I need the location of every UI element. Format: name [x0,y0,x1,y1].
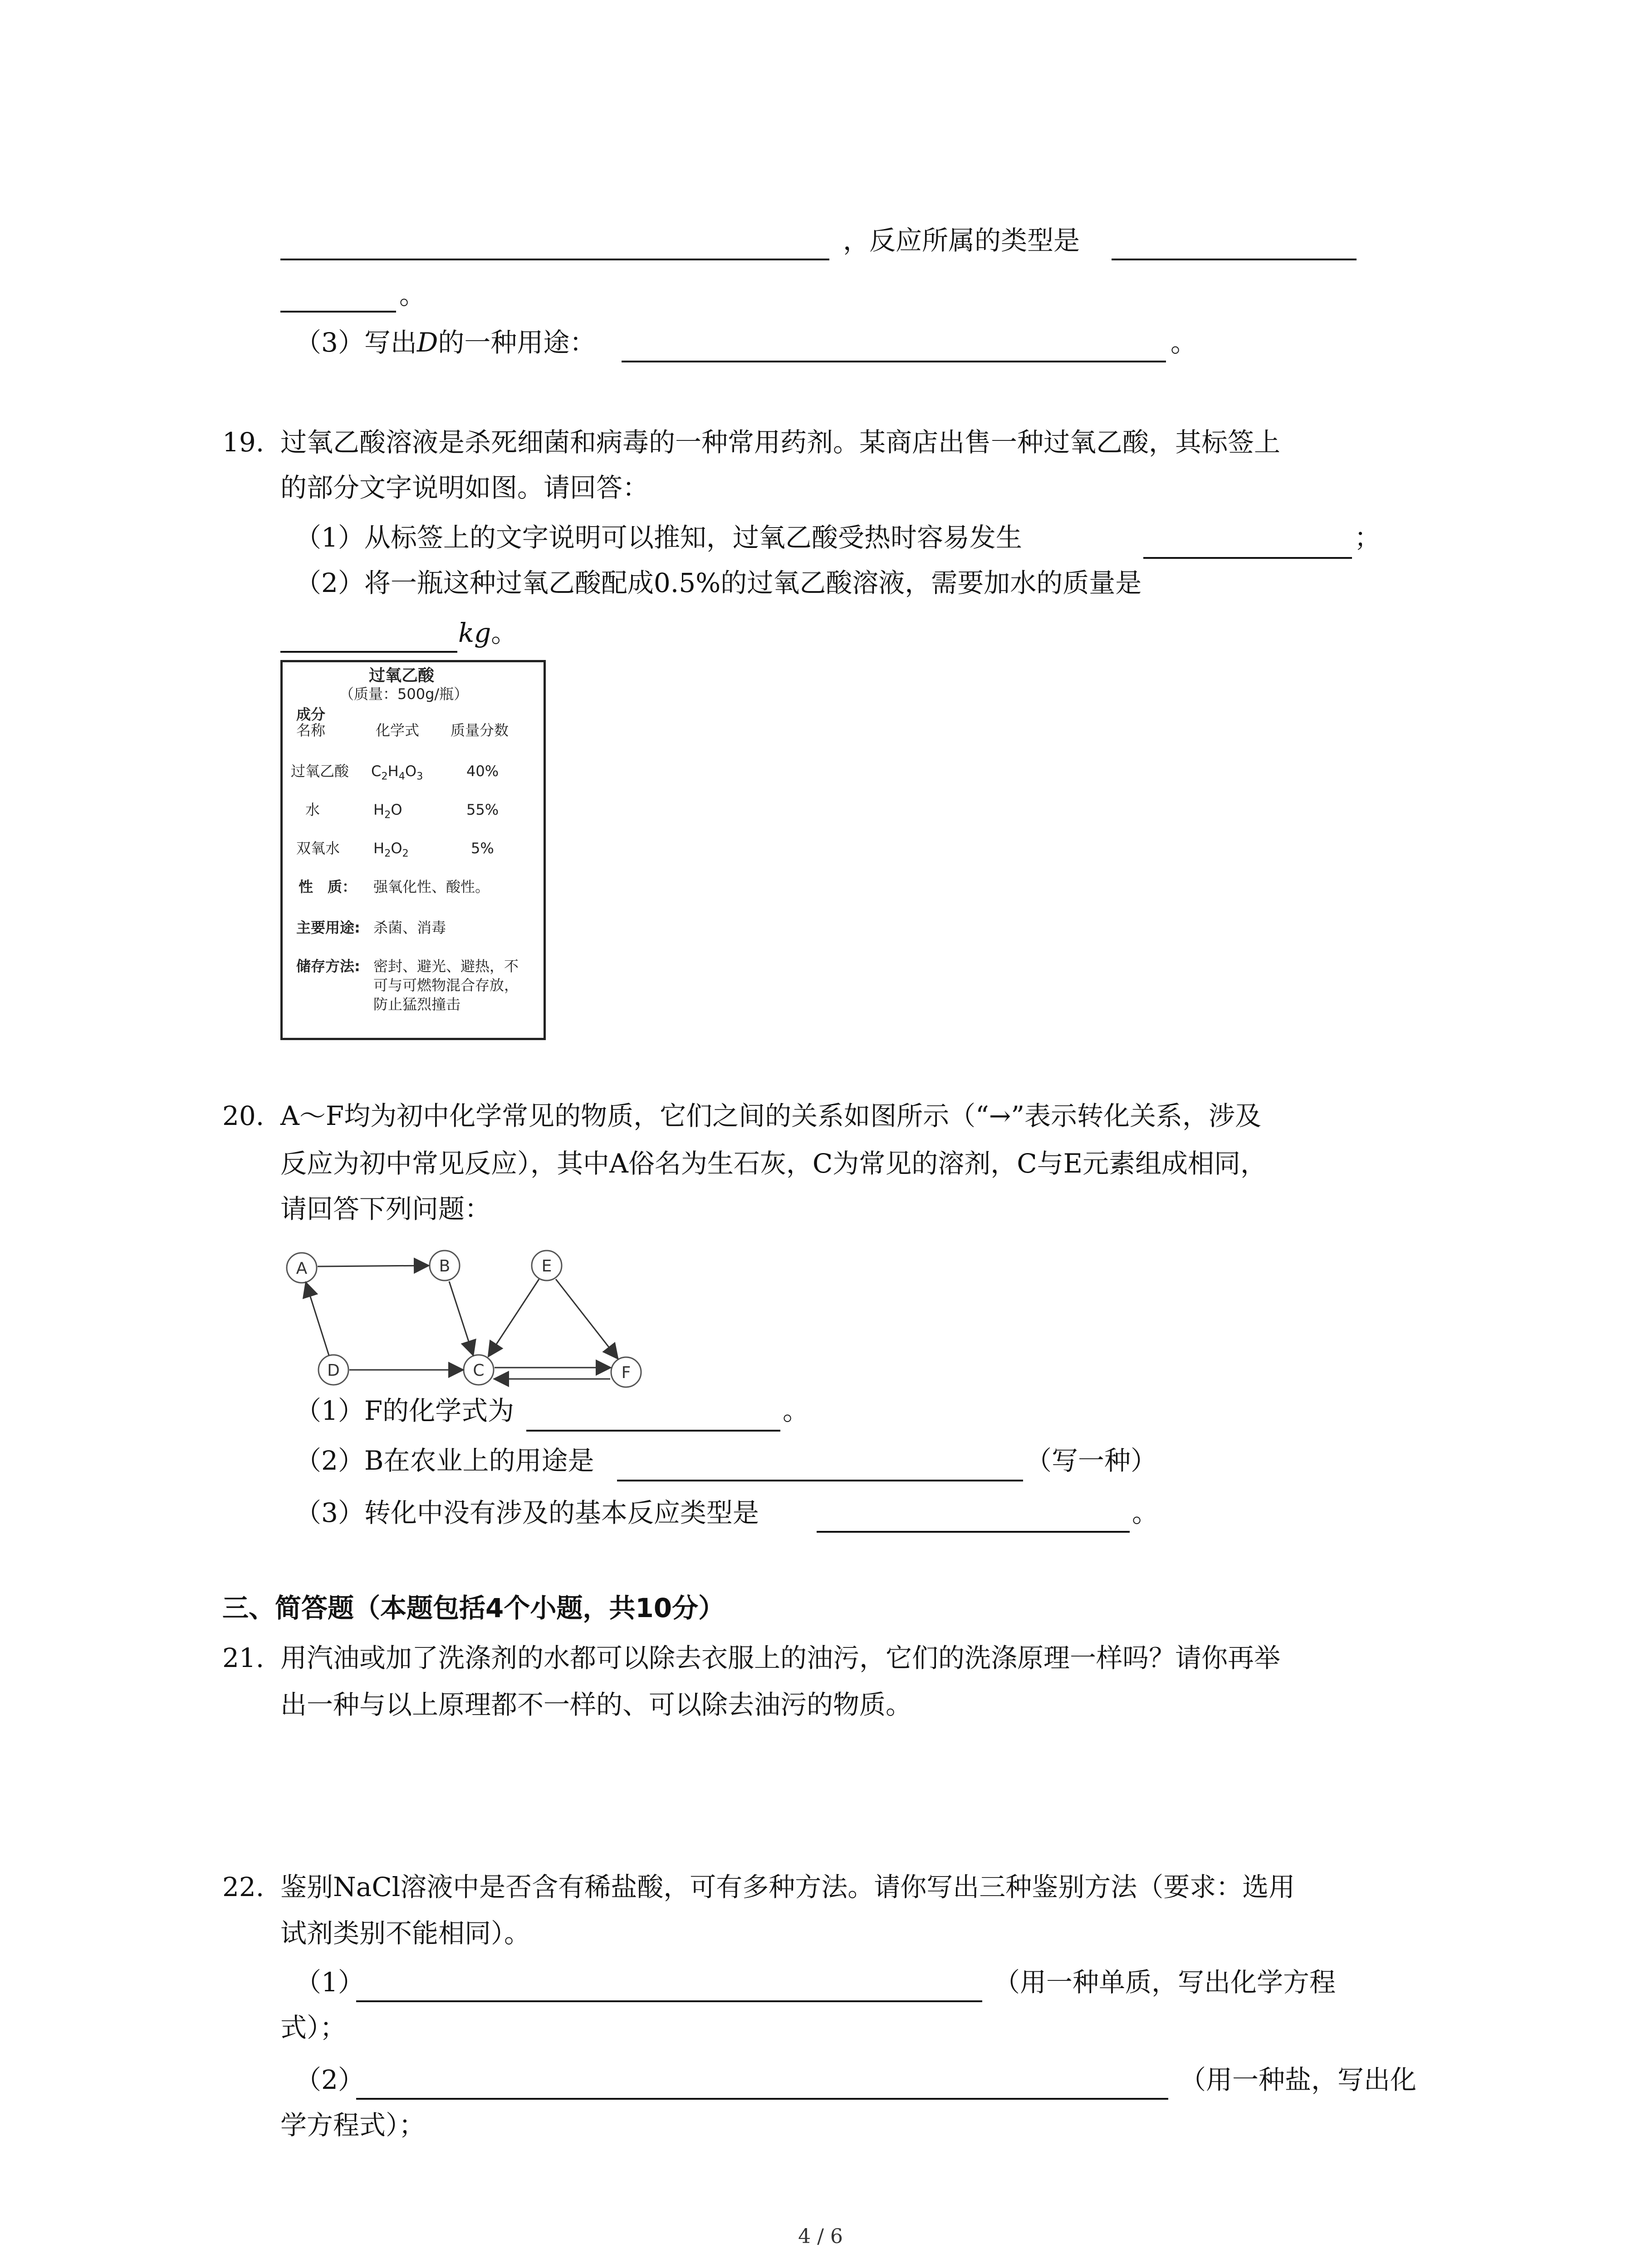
question-stem: 过氧乙酸溶液是杀死细菌和病毒的一种常用药剂。某商店出售一种过氧乙酸，其标签上 [280,427,1281,458]
label-header-fraction: 质量分数 [451,722,509,739]
label-row-name: 水 [305,801,320,818]
question-number: 21. [222,1642,265,1673]
question-part: （3）转化中没有涉及的基本反应类型是 [295,1497,759,1528]
unit-text [458,615,517,651]
question-part: （2） [295,2064,364,2095]
question-number: 19. [222,427,265,458]
question-part-end: （用一种单质，写出化学方程 [994,1967,1336,1998]
arrow-e-c [489,1279,539,1355]
question-stem: 试剂类别不能相同）。 [280,1918,531,1949]
q18-part3-text: 的一种用途： [438,327,596,358]
answer-blank[interactable] [1143,557,1352,559]
answer-blank[interactable] [356,2000,982,2002]
question-part: （1） [295,1967,364,1998]
label-property-label: 性 质： [299,878,357,895]
label-row-formula: $H_2O$ [373,801,402,821]
node-label: A [296,1259,308,1278]
label-row-formula: $H_2O_2$ [373,840,409,860]
question-stem: 出一种与以上原理都不一样的、可以除去油污的物质。 [280,1689,912,1720]
answer-blank[interactable] [356,2098,1168,2100]
question-part-end: 。 [783,1395,809,1426]
question-part: （2）B在农业上的用途是 [295,1445,594,1476]
label-row-percent: 5% [471,840,494,857]
label-row-formula: $C_2H_4O_3$ [371,763,423,782]
question-stem: 用汽油或加了洗涤剂的水都可以除去衣服上的油污，它们的洗涤原理一样吗？请你再举 [280,1642,1281,1673]
label-storage-value: 防止猛烈撞击 [373,996,461,1013]
question-part-cont: 学方程式）； [280,2110,426,2141]
question-stem: A～F均为初中化学常见的物质，它们之间的关系如图所示（“→”表示转化关系，涉及 [280,1100,1262,1131]
node-label: E [541,1257,552,1276]
label-header-formula: 化学式 [376,722,420,739]
label-use-value: 杀菌、消毒 [373,919,446,936]
answer-blank[interactable] [1112,259,1357,260]
q18-end: 。 [1171,327,1197,358]
label-row-name: 双氧水 [296,840,340,857]
answer-blank[interactable] [617,1480,1023,1481]
question-part-end: （写一种） [1025,1445,1157,1476]
question-stem: 反应为初中常见反应），其中A俗名为生石灰，C为常见的溶剂，C与E元素组成相同， [280,1148,1267,1179]
label-row-percent: 55% [466,801,499,818]
question-part: （2）将一瓶这种过氧乙酸配成0.5%的过氧乙酸溶液，需要加水的质量是 [295,567,1142,598]
label-row-name: 过氧乙酸 [291,763,349,780]
node-label: B [439,1257,451,1276]
arrow-d-a [306,1284,329,1355]
question-part-end: （用一种盐，写出化 [1180,2064,1417,2095]
q18-text: 。 [399,279,426,310]
label-header-name: 名称 [296,722,326,739]
label-storage-value: 可与可燃物混合存放， [373,977,519,994]
label-storage-value: 密封、避光、避热，不 [373,958,519,975]
label-property-value: 强氧化性、酸性。 [373,878,490,895]
q18-part3 [295,324,596,361]
product-label [280,660,546,1040]
node-label: C [473,1361,485,1380]
arrow-e-f [556,1279,617,1358]
question-stem: 请回答下列问题： [280,1193,491,1224]
variable: D [416,327,438,358]
answer-blank[interactable] [817,1531,1130,1533]
q18-text: ，反应所属的类型是 [843,225,1080,256]
q18-part3-label: （3）写出 [295,327,417,358]
question-part-cont: 式）； [280,2012,347,2043]
unit: kg [458,617,491,648]
question-number: 20. [222,1100,265,1131]
answer-blank[interactable] [280,651,457,653]
page-number: 4 / 6 [798,2225,843,2248]
question-stem: 的部分文字说明如图。请回答： [280,472,649,503]
label-title: 过氧乙酸 [369,666,435,685]
answer-blank[interactable] [280,311,396,313]
arrow-b-c [449,1281,473,1354]
relation-diagram [272,1234,662,1406]
question-part-end: 。 [1132,1497,1159,1528]
label-section: 成分 [296,706,326,723]
question-stem: 鉴别NaCl溶液中是否含有稀盐酸，可有多种方法。请你写出三种鉴别方法（要求：选用 [280,1872,1295,1902]
section-title: 三、简答题（本题包括4个小题，共10分） [222,1593,725,1623]
label-subtitle: （质量：500g/瓶） [339,685,469,703]
node-label: F [621,1364,631,1382]
label-row-percent: 40% [466,763,499,780]
answer-blank[interactable] [526,1430,780,1432]
answer-blank[interactable] [280,259,829,260]
node-label: D [327,1361,340,1380]
label-storage-label: 储存方法: [296,958,360,975]
question-part-end: ； [1354,522,1381,553]
period: 。 [491,617,518,648]
answer-blank[interactable] [622,361,1166,362]
label-use-label: 主要用途: [296,919,360,936]
question-number: 22. [222,1872,265,1902]
question-part: （1）F的化学式为 [295,1395,514,1426]
question-part: （1）从标签上的文字说明可以推知，过氧乙酸受热时容易发生 [295,522,1022,553]
